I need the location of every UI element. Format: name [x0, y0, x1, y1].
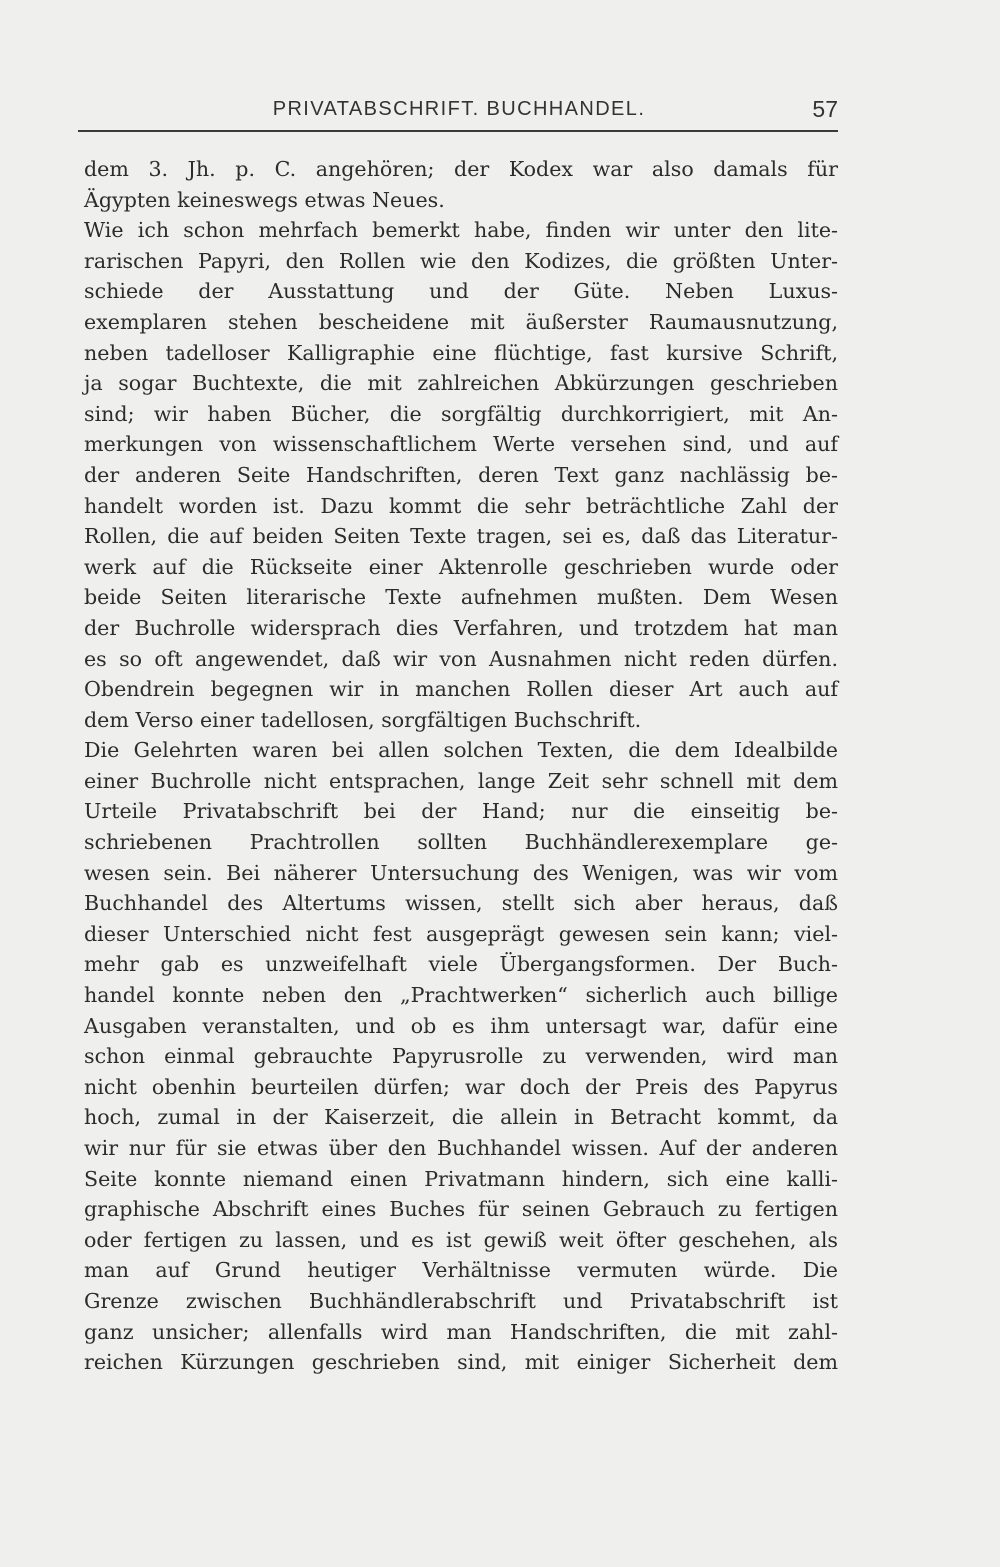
text-line: dem Verso einer tadellosen, sorgfältigen Buchschrift.: [84, 707, 642, 732]
text-line: beide Seiten literarische Texte aufnehmen mußten. Dem Wesen: [84, 585, 838, 610]
text-line: Buchhandel des Altertums wissen, stellt sich aber heraus, daß: [84, 891, 838, 916]
text-line: Urteile Privatabschrift bei der Hand; nur die einseitig be-: [84, 799, 838, 824]
text-line: Seite konnte niemand einen Privatmann hindern, sich eine kalli-: [84, 1166, 838, 1191]
text-line: man auf Grund heutiger Verhältnisse vermuten würde. Die: [84, 1258, 838, 1283]
text-line: nicht obenhin beurteilen dürfen; war doch der Preis des Papyrus: [84, 1074, 838, 1099]
text-line: hoch, zumal in der Kaiserzeit, die allein in Betracht kommt, da: [84, 1105, 838, 1130]
text-line: werk auf die Rückseite einer Aktenrolle geschrieben wurde oder: [84, 554, 838, 579]
text-line: der Buchrolle widersprach dies Verfahren, und trotzdem hat man: [84, 615, 838, 640]
text-line: schon einmal gebrauchte Papyrusrolle zu verwenden, wird man: [84, 1044, 838, 1069]
text-line: wir nur für sie etwas über den Buchhandel wissen. Auf der anderen: [84, 1136, 838, 1160]
text-line: Rollen, die auf beiden Seiten Texte tragen, sei es, daß das Literatur-: [84, 524, 838, 549]
text-line: Ausgaben veranstalten, und ob es ihm untersagt war, dafür eine: [84, 1013, 838, 1038]
text-line: schriebenen Prachtrollen sollten Buchhändlerexemplare ge-: [84, 830, 838, 855]
text-line: Grenze zwischen Buchhändlerabschrift und Privatabschrift ist: [84, 1288, 838, 1313]
text-line: neben tadelloser Kalligraphie eine flüchtige, fast kursive Schrift,: [84, 340, 838, 365]
text-line: dem 3. Jh. p. C. angehören; der Kodex war also damals für: [84, 157, 838, 181]
text-line: reichen Kürzungen geschrieben sind, mit einiger Sicherheit dem: [84, 1350, 838, 1375]
text-line: einer Buchrolle nicht entsprachen, lange Zeit sehr schnell mit dem: [84, 768, 838, 793]
text-line: sind; wir haben Bücher, die sorgfältig durchkorrigiert, mit An-: [84, 401, 838, 426]
text-line: ja sogar Buchtexte, die mit zahlreichen Abkürzungen geschrieben: [84, 371, 838, 396]
text-line: exemplaren stehen bescheidene mit äußerster Raumausnutzung,: [84, 309, 838, 334]
text-line: handel konnte neben den „Prachtwerken“ sicherlich auch billige: [84, 983, 838, 1008]
text-line: ganz unsicher; allenfalls wird man Handschriften, die mit zahl-: [84, 1319, 838, 1344]
text-line: der anderen Seite Handschriften, deren Text ganz nachlässig be-: [84, 462, 838, 487]
text-line: es so oft angewendet, daß wir von Ausnahmen nicht reden dürfen.: [84, 646, 838, 671]
page-number: 57: [812, 96, 838, 122]
body-text: [84, 154, 838, 1378]
text-line: handelt worden ist. Dazu kommt die sehr beträchtliche Zahl der: [84, 493, 838, 518]
text-line: schiede der Ausstattung und der Güte. Neben Luxus-: [84, 279, 838, 304]
text-line: Die Gelehrten waren bei allen solchen Texten, die dem Idealbilde: [84, 738, 838, 763]
text-line: merkungen von wissenschaftlichem Werte versehen sind, und auf: [84, 432, 838, 457]
text-line: rarischen Papyri, den Rollen wie den Kodizes, die größten Unter-: [84, 248, 838, 273]
text-line: wesen sein. Bei näherer Untersuchung des Wenigen, was wir vom: [84, 860, 838, 885]
text-line: graphische Abschrift eines Buches für seinen Gebrauch zu fertigen: [84, 1197, 838, 1222]
text-line: Wie ich schon mehrfach bemerkt habe, finden wir unter den lite-: [84, 218, 838, 243]
text-line: Ägypten keineswegs etwas Neues.: [84, 187, 445, 212]
header-rule: [78, 130, 838, 132]
text-line: oder fertigen zu lassen, und es ist gewiß weit öfter geschehen, als: [84, 1227, 838, 1252]
running-head: [78, 98, 840, 128]
running-title: PRIVATABSCHRIFT. BUCHHANDEL.: [272, 98, 646, 120]
text-line: mehr gab es unzweifelhaft viele Übergangsformen. Der Buch-: [84, 952, 838, 977]
text-line: dieser Unterschied nicht fest ausgeprägt gewesen sein kann; viel-: [84, 921, 838, 946]
text-line: Obendrein begegnen wir in manchen Rollen dieser Art auch auf: [84, 677, 838, 702]
